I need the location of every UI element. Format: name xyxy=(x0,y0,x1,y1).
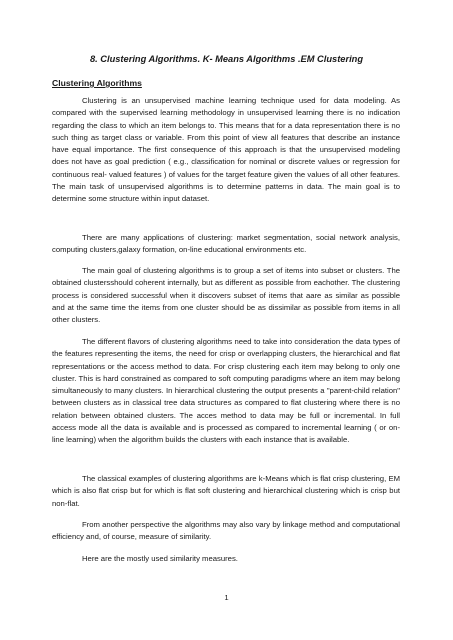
page-number: 1 xyxy=(224,593,229,602)
paragraph-flavors: The different flavors of clustering algorithms need to take into consideration the data types of the features representing the items, the need for crisp or overlapping clusters, the hierarchical and flat representations or the access method to data. For crisp clustering each item may belong to only one cluster. This is hard constrained as compared to soft computing paradigms where an item may belong simultaneously to many clusters. In hierarchical clustering the output presents a "parent-child relation" between clusters as in classical tree data structures as compared to flat clustering where there is no relation between obtained clusters. The acces method to data may be full or incremental. In full access mode all the data is available and is processed as compared to incremental learning ( or on-line learning) when the algorithm builds the clusters with each instance that is available. xyxy=(52,337,400,445)
paragraph-intro: Clustering is an unsupervised machine learning technique used for data modeling. As compared with the supervised learning methodology in unsupervised learning there is no indication regarding the class to which an item belongs to. This means that for a data representation there is no such thing as target class or variable. From this point of view all features that describe an instance have equal importance. The first consequence of this approach is that the unsupervised modeling does not have as goal prediction ( e.g., classification for nominal or discrete values or regression for continuous real- valued features ) of values for the target feature given the values of all other features. The main task of unsupervised algorithms is to determine patterns in data. The main goal is to determine some structure within input dataset. xyxy=(52,96,400,204)
paragraph-similarity: Here are the mostly used similarity measures. xyxy=(82,554,238,563)
paragraph-classical-examples: The classical examples of clustering algorithms are k-Means which is flat crisp clustering, EM which is also flat crisp but for which is flat soft clustering and hierarchical clustering which is crisp but non-flat. xyxy=(52,474,400,508)
paragraph-main-goal: The main goal of clustering algorithms is to group a set of items into subset or clusters. The obtained clustersshould coherent internally, but as different as possible from eachother. The clustering process is considered successful when it discovers subset of items that aare as similar as possible and at the same time the items from one cluster should be as dissimilar as possible from items in all other clusters. xyxy=(52,266,400,325)
paragraph-applications: There are many applications of clustering: market segmentation, social network analysis, computing clusters,galaxy formation, on-line educational environments etc. xyxy=(52,233,400,255)
document-title: 8. Clustering Algorithms. K- Means Algorithms .EM Clustering xyxy=(89,54,364,64)
section-heading: Clustering Algorithms xyxy=(52,78,142,88)
paragraph-perspective: From another perspective the algorithms may also vary by linkage method and computational efficiency and, of course, measure of similarity. xyxy=(52,520,400,542)
